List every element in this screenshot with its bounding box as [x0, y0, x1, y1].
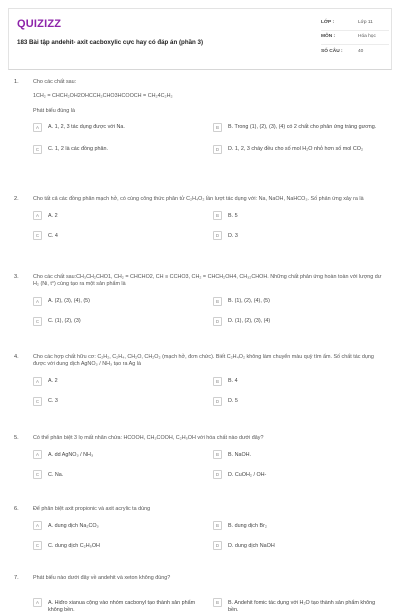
option-c[interactable] [33, 397, 198, 406]
option-letter: C [33, 470, 42, 479]
option-text: A. 1, 2, 3 tác dụng được với Na. [48, 124, 125, 131]
option-letter: C [33, 317, 42, 326]
question-text: Cho các hợp chất hữu cơ: C₂H₂, C₂H₄, CH₂O, CH₂O₂ (mạch hở, đơn chức). Biết C₂H₄O₂ không làm chuyển màu quỳ tím ẩm. Số chất tác dụng được với dung dịch AgNO₃ / NH₃ tạo ra Ag là [33, 354, 374, 368]
option-text: B. Trong (1), (2), (3), (4) có 2 chất cho phản ứng tráng gương. [228, 124, 377, 131]
option-b[interactable] [213, 211, 378, 220]
option-a[interactable] [33, 297, 198, 306]
meta-label: MÔN : [321, 34, 336, 40]
options [33, 211, 385, 245]
option-b[interactable] [213, 598, 378, 614]
option-text: D. CuOH₂ / OH- [228, 471, 267, 478]
option-c[interactable] [33, 231, 198, 240]
option-b[interactable] [213, 377, 378, 386]
option-letter: C [33, 145, 42, 154]
option-letter: C [33, 397, 42, 406]
document-meta [321, 17, 389, 59]
option-d[interactable] [213, 317, 378, 326]
option-letter: D [213, 541, 222, 550]
option-a[interactable] [33, 450, 198, 459]
question-number: 7. [14, 575, 19, 581]
option-text: B. 4 [228, 378, 238, 385]
question-text: Để phân biệt axit propionic và axit acrylic ta dùng [33, 506, 151, 512]
option-a[interactable] [33, 123, 198, 132]
option-text: B. dung dịch Br₂ [228, 522, 267, 529]
option-d[interactable] [213, 231, 378, 240]
question-text: Có thể phân biệt 3 lọ mất nhãn chứa: HCOOH, CH₃COOH, C₂H₅OH với hóa chất nào dưới đây? [33, 435, 264, 441]
option-letter: D [213, 397, 222, 406]
option-letter: B [213, 123, 222, 132]
option-d[interactable] [213, 470, 378, 479]
option-a[interactable] [33, 521, 198, 530]
option-b[interactable] [213, 521, 378, 530]
option-text: B. 5 [228, 212, 238, 219]
option-d[interactable] [213, 397, 378, 406]
option-text: D. 1, 2, 3 cháy đều cho số mol H₂O nhỏ hơn số mol CO₂ [228, 146, 364, 153]
option-d[interactable] [213, 541, 378, 550]
option-text: C. 1, 2 là các đồng phân. [48, 146, 108, 153]
meta-label: LỚP : [321, 20, 335, 26]
option-letter: D [213, 470, 222, 479]
option-letter: C [33, 231, 42, 240]
meta-value: 40 [358, 48, 364, 54]
option-letter: A [33, 377, 42, 386]
question-number: 5. [14, 435, 19, 441]
option-text: D. 5 [228, 398, 238, 405]
options [33, 521, 385, 555]
option-b[interactable] [213, 297, 378, 306]
option-letter: A [33, 450, 42, 459]
option-text: A. (2), (3), (4), (5) [48, 298, 90, 305]
document-title: 183 Bài tập andehit- axit cacboxylic cực hay có đáp án (phần 3) [17, 39, 204, 46]
option-c[interactable] [33, 145, 198, 154]
options [33, 123, 385, 163]
option-text: A. 2 [48, 378, 58, 385]
option-text: B. (1), (2), (4), (5) [228, 298, 270, 305]
option-text: A. dung dịch Na₂CO₃ [48, 522, 99, 529]
meta-row-subject [321, 31, 389, 45]
meta-label: SỐ CÂU : [321, 48, 343, 54]
meta-row-question-count [321, 45, 389, 59]
meta-row-grade [321, 17, 389, 31]
option-letter: C [33, 541, 42, 550]
question-text: Phát biểu nào dưới đây về andehit và xeton không đúng? [33, 575, 171, 581]
option-a[interactable] [33, 211, 198, 220]
question-number: 1. [14, 79, 19, 85]
option-text: B. NaOH. [228, 451, 252, 458]
document-header [8, 8, 392, 70]
options [33, 450, 385, 484]
option-text: D. (1), (2), (3), (4) [228, 318, 271, 325]
option-b[interactable] [213, 123, 378, 132]
option-text: C. Na. [48, 471, 64, 478]
option-text: C. 3 [48, 398, 58, 405]
option-c[interactable] [33, 541, 198, 550]
option-a[interactable] [33, 598, 198, 614]
option-c[interactable] [33, 470, 198, 479]
options [33, 590, 385, 614]
option-letter: B [213, 450, 222, 459]
option-text: C. 4 [48, 232, 58, 239]
quizizz-logo: QUIZIZZ [17, 18, 62, 30]
option-letter: A [33, 123, 42, 132]
option-a[interactable] [33, 377, 198, 386]
question-text: Cho các chất sau:CH₃CH₂CHO1, CH₂ = CHCHO2, CH ≡ CCHO3, CH₂ = CHCH₂OH4, CH₃₂CHOH. Những chất phản ứng hoàn toàn với lượng dư H₂ (Ni, t°) cùng tạo ra một sản phẩm là [33, 274, 382, 288]
question-prompt: Phát biểu đúng là [33, 107, 75, 114]
option-letter: A [33, 297, 42, 306]
option-letter: B [213, 598, 222, 607]
question-formula: 1CH₂ = CHCH₂OH2OHCCH₂CHO3HCOOCH = CH₂4C₂H₂ [33, 93, 173, 100]
option-text: A. Hiđro xianua cộng vào nhóm cacbonyl tạo thành sản phẩm không bền. [48, 599, 196, 614]
option-d[interactable] [213, 145, 378, 154]
option-text: A. 2 [48, 212, 58, 219]
option-b[interactable] [213, 450, 378, 459]
question-number: 3. [14, 274, 19, 280]
option-letter: B [213, 211, 222, 220]
question-number: 6. [14, 506, 19, 512]
option-text: A. dd AgNO₃ / NH₃ [48, 451, 94, 458]
options [33, 377, 385, 411]
option-c[interactable] [33, 317, 198, 326]
options [33, 297, 385, 331]
question-number: 4. [14, 354, 19, 360]
option-letter: D [213, 231, 222, 240]
option-letter: A [33, 598, 42, 607]
option-letter: B [213, 297, 222, 306]
option-letter: D [213, 317, 222, 326]
option-letter: A [33, 521, 42, 530]
option-text: D. dung dịch NaOH [228, 542, 275, 549]
option-letter: B [213, 377, 222, 386]
option-text: B. Andehit fomic tác dụng với H₂O tạo thành sản phẩm không bền. [228, 599, 376, 614]
question-text: Cho tất cả các đồng phân mạch hở, có cùng công thức phân tử C₂H₄O₂ lần lượt tác dụng với: Na, NaOH, NaHCO₃. Số phản ứng xảy ra là [33, 196, 364, 202]
question-text: Cho các chất sau: [33, 79, 77, 85]
question-number: 2. [14, 196, 19, 202]
option-letter: D [213, 145, 222, 154]
meta-value: Lớp 11 [358, 20, 373, 26]
option-text: C. (1), (2), (3) [48, 318, 81, 325]
option-text: D. 3 [228, 232, 238, 239]
option-letter: B [213, 521, 222, 530]
meta-value: Hóa học [358, 34, 376, 40]
option-text: C. dung dịch C₂H₅OH [48, 542, 100, 549]
option-letter: A [33, 211, 42, 220]
